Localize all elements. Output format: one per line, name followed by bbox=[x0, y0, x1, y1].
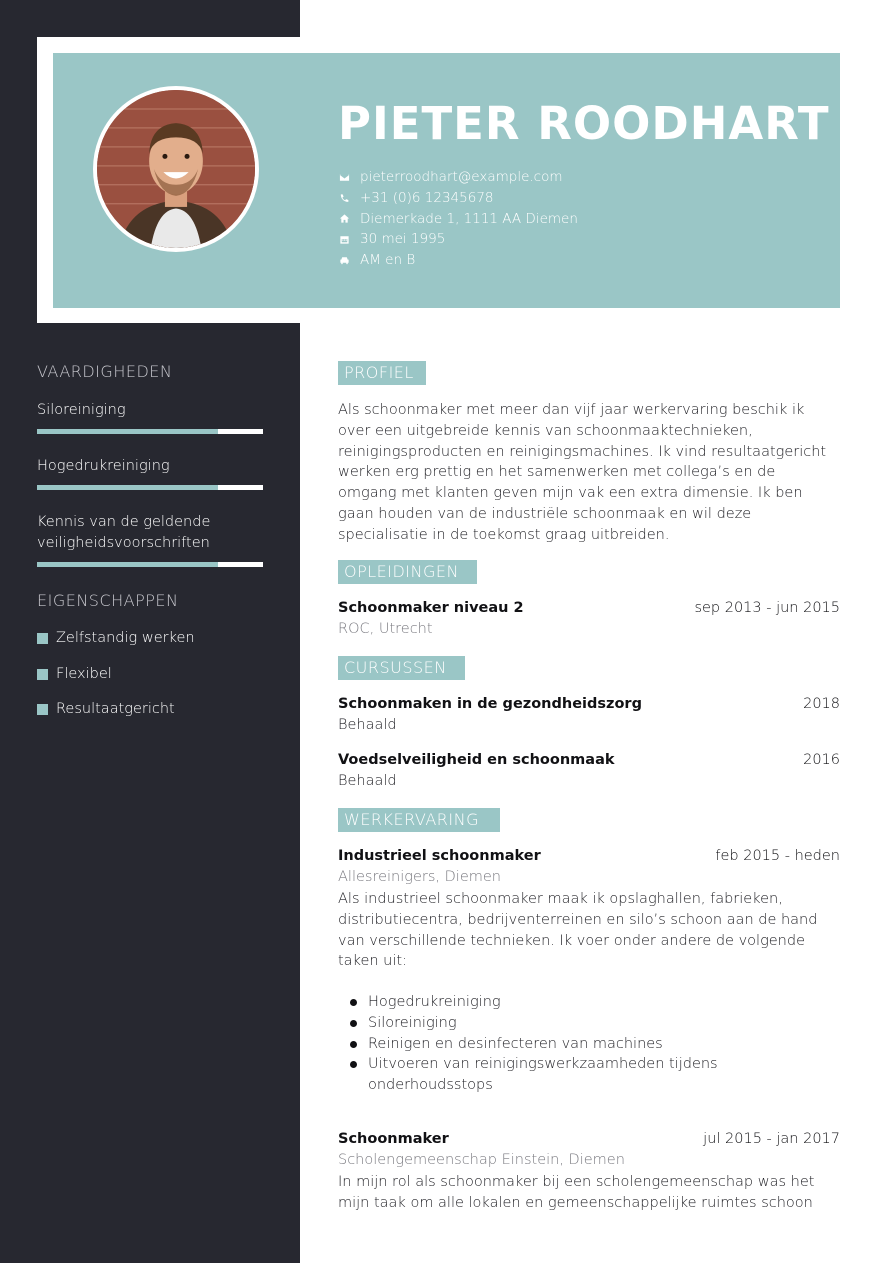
skill-level-bar bbox=[37, 562, 263, 567]
contact-license bbox=[338, 250, 818, 271]
skill-level-bar bbox=[37, 429, 263, 434]
trait-label: Zelfstandig werken bbox=[56, 630, 195, 646]
skill-name: Siloreiniging bbox=[37, 402, 126, 418]
job-task-list bbox=[338, 992, 838, 1096]
job-company: Scholengemeenschap Einstein, Diemen bbox=[338, 1152, 625, 1168]
trait-item bbox=[37, 630, 195, 646]
candidate-name: PIETER ROODHART bbox=[338, 97, 830, 150]
profile-text: Als schoonmaker met meer dan vijf jaar werkervaring beschik ik over een uitgebreide kennis van schoonmaaktechnieken, reinigingsproducten en reinigingsmachines. Ik vind resultaatgericht werken erg prettig en het samenwerken met collega’s en de omgang met klanten geven mijn vak een extra dimensie. Ik ben gaan houden van de industriële schoonmaak en wil deze specialisatie in de toekomst graag uitbreiden. bbox=[338, 402, 827, 543]
trait-item bbox=[37, 666, 112, 682]
education-date: sep 2013 - jun 2015 bbox=[694, 600, 840, 616]
trait-item bbox=[37, 701, 175, 717]
home-icon bbox=[338, 213, 350, 225]
skill-level-bar bbox=[37, 485, 263, 490]
skill-name: Kennis van de geldende veiligheidsvoorschriften bbox=[37, 514, 211, 551]
education-school: ROC, Utrecht bbox=[338, 621, 433, 637]
course-title: Schoonmaken in de gezondheidszorg bbox=[338, 696, 642, 712]
job-title: Industrieel schoonmaker bbox=[338, 848, 541, 864]
course-status: Behaald bbox=[338, 717, 397, 733]
car-icon bbox=[338, 254, 350, 266]
job-date: feb 2015 - heden bbox=[715, 848, 840, 864]
job-description: In mijn rol als schoonmaker bij een scholengemeenschap was het mijn taak om alle lokalen en gemeenschappelijke ruimtes schoon bbox=[338, 1174, 815, 1211]
job-task: Uitvoeren van reinigingswerkzaamheden tijdens onderhoudsstops bbox=[338, 1054, 838, 1096]
contact-license-text: AM en B bbox=[360, 252, 416, 269]
courses-section-label: CURSUSSEN bbox=[338, 656, 465, 680]
work-section-label: WERKERVARING bbox=[338, 808, 500, 832]
education-title: Schoonmaker niveau 2 bbox=[338, 600, 524, 616]
course-title: Voedselveiligheid en schoonmaak bbox=[338, 752, 615, 768]
contact-address-text: Diemerkade 1, 1111 AA Diemen bbox=[360, 210, 578, 227]
profile-photo bbox=[93, 86, 259, 252]
skills-title: VAARDIGHEDEN bbox=[37, 362, 173, 381]
contact-email bbox=[338, 167, 818, 188]
course-date: 2018 bbox=[803, 696, 840, 712]
education-section-label: OPLEIDINGEN bbox=[338, 560, 477, 584]
trait-label: Flexibel bbox=[56, 666, 112, 682]
job-title: Schoonmaker bbox=[338, 1131, 449, 1147]
skill-level-fill bbox=[37, 485, 218, 490]
contact-list bbox=[338, 167, 818, 270]
contact-address bbox=[338, 208, 818, 229]
profile-section-label: PROFIEL bbox=[338, 361, 426, 385]
portrait-illustration bbox=[97, 90, 255, 248]
contact-phone-text: +31 (0)6 12345678 bbox=[360, 190, 494, 207]
calendar-icon bbox=[338, 233, 350, 245]
skill-level-fill bbox=[37, 562, 218, 567]
trait-label: Resultaatgericht bbox=[56, 701, 175, 717]
job-company: Allesreinigers, Diemen bbox=[338, 869, 501, 885]
course-status: Behaald bbox=[338, 773, 397, 789]
contact-email-text: pieterroodhart@example.com bbox=[360, 169, 563, 186]
traits-title: EIGENSCHAPPEN bbox=[37, 591, 179, 610]
skill-level-fill bbox=[37, 429, 218, 434]
skill-name: Hogedrukreiniging bbox=[37, 458, 170, 474]
job-task: Siloreiniging bbox=[338, 1013, 838, 1034]
phone-icon bbox=[338, 192, 350, 204]
job-date: jul 2015 - jan 2017 bbox=[703, 1131, 840, 1147]
contact-birthdate-text: 30 mei 1995 bbox=[360, 231, 446, 248]
square-bullet-icon bbox=[37, 704, 48, 715]
course-date: 2016 bbox=[803, 752, 840, 768]
square-bullet-icon bbox=[37, 633, 48, 644]
square-bullet-icon bbox=[37, 669, 48, 680]
contact-birthdate bbox=[338, 229, 818, 250]
job-task: Reinigen en desinfecteren van machines bbox=[338, 1034, 838, 1055]
contact-phone bbox=[338, 188, 818, 209]
job-task: Hogedrukreiniging bbox=[338, 992, 838, 1013]
job-description: Als industrieel schoonmaker maak ik opslaghallen, fabrieken, distributiecentra, bedrijventerreinen en silo’s schoon aan de hand van verschillende technieken. Ik voer onder andere de volgende taken uit: bbox=[338, 891, 818, 970]
mail-icon bbox=[338, 171, 350, 183]
